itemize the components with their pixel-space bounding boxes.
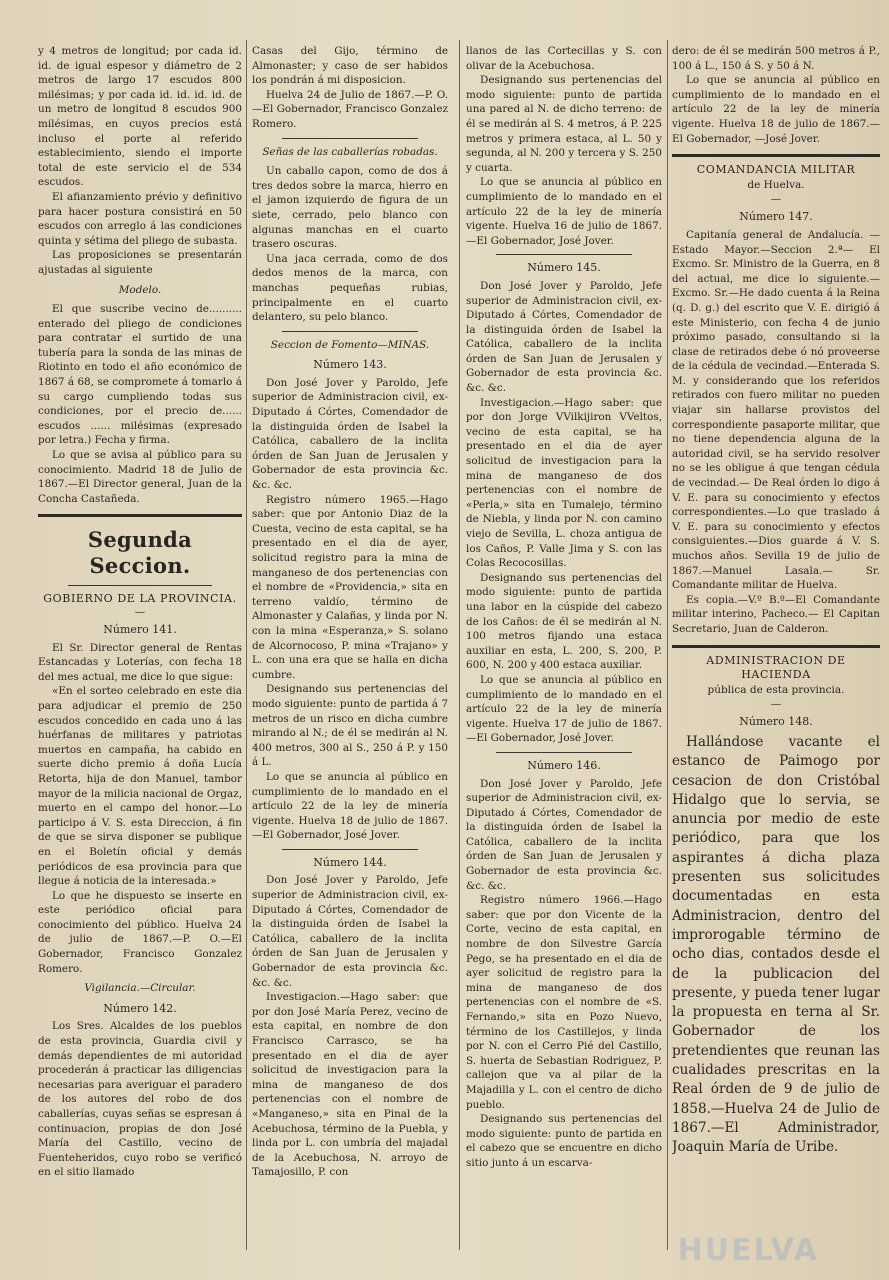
divider — [496, 254, 632, 255]
section-heading: COMANDANCIA MILITAR — [696, 163, 856, 177]
paragraph: Lo que he dispuesto se inserte en este periódico oficial para conocimiento del público. Huelva 24 de julio de 1867.—P. O.—El Gobernador, Francisco Gonzalez Romero. — [38, 889, 242, 975]
divider — [68, 585, 212, 586]
section-subheading: de Huelva. — [747, 178, 805, 191]
paragraph: Designando sus pertenencias del modo siguiente: punto de partida una pared al N. de dicho terreno: de él se medirán al S. 4 metros, á P. 225 metros y primera estaca, al L. 50 y segunda, al N. 200 y tercera y S. 250 y cuarta. — [466, 74, 662, 174]
paragraph: Hallándose vacante el estanco de Paimogo por cesacion de don Cristóbal Hidalgo que lo servia, se anuncia por medio de este periódico, para que los aspirantes á dicha plaza presenten sus solicitudes documentadas en esta Administracion, dentro del improrogable término de ocho dias, contados desde el de la publicacion del presente, y pueda tener lugar la propuesta en terna al Sr. Gobernador de los pretendientes que reunan las cualidades prescritas en la Real órden de 9 de julio de 1858.—Huelva 24 de Julio de 1867.—El Administrador, Joaquin María de Uribe. — [672, 733, 880, 1156]
column-rule — [246, 40, 247, 1250]
section-subtitle: Vigilancia.—Circular. — [84, 982, 196, 995]
paragraph: El que suscribe vecino de.......... enterado del pliego de condiciones para contratar el surtido de una tubería para la sonda de las minas de Riotinto en todo el año económico de 1867 á 68, se compromete á tomarlo á su cargo cumpliendo todas sus condiciones, por el precio de...... escudos ...... milésimas (expresado por letra.) Fecha y firma. — [38, 303, 242, 447]
paragraph: Investigacion.—Hago saber: que por don José María Perez, vecino de esta capital, en nombre de don Francisco Carrasco, se ha presentado en el dia de ayer solicitud de investigacion para la mina de manganeso de dos pertenencias con el nombre de «Manganeso,» sita en Pinal de la Acebuchosa, término de la Puebla, y linda por L. con umbría del majadal de la Acebuchosa, N. arroyo de Tamajosillo, P. con — [252, 991, 448, 1179]
notice-number: Número 142. — [103, 1001, 177, 1015]
paragraph: Registro número 1966.—Hago saber: que por don Vicente de la Corte, vecino de esta capital, en nombre de don Silvestre García Pego, se ha presentado en el dia de ayer solicitud de registro para la mina de manganeso de dos pertenencias con el nombre de «S. Fernando,» sita en Pozo Nuevo, término de los Castillejos, y linda por N. con el Cerro Pié del Castillo, S. huerta de Sebastian Rodriguez, P. callejon que va al pilar de la Majadilla y L. con el centro de dicho pueblo. — [466, 894, 662, 1111]
section-subtitle: Señas de las caballerías robadas. — [262, 145, 438, 158]
paragraph: Una jaca cerrada, como de dos dedos menos de la marca, con manchas pequeñas rubias, principalmente en el cuarto delantero, su pelo blanco. — [252, 252, 448, 324]
paragraph: llanos de las Cortecillas y S. con olivar de la Acebuchosa. — [466, 45, 662, 72]
notice-number: Número 143. — [313, 358, 387, 372]
paragraph: Designando sus pertenencias del modo siguiente: punto de partida una labor en la cúspide del cabezo de los Caños: de él se medirán al N. 100 metros fijando una estaca auxiliar en esta, L. 200, S. 200, P. 600, N. 200 y 400 estaca auxiliar. — [466, 571, 662, 672]
paragraph: El Sr. Director general de Rentas Estancadas y Loterías, con fecha 18 del mes actual, me dice lo que sigue: — [38, 641, 242, 683]
paragraph: Los Sres. Alcaldes de los pueblos de esta provincia, Guardia civil y demás dependientes de mi autoridad procederán á practicar las diligencias necesarias para averiguar el paradero de los autores del robo de dos caballerías, cuyas señas se espresan á continuacion, propias de don José María del Castillo, vecino de Fuenteheridos, cuyo robo se verificó en el sitio llamado — [38, 1020, 242, 1179]
paragraph: Registro número 1965.—Hago saber: que por Antonio Diaz de la Cuesta, vecino de esta capital, se ha presentado en el dia de ayer, solicitud registro para la mina de manganeso de dos pertenencias con el nombre de «Providencia,» sita en terreno valdío, término de Almonaster y Calañas, y linda por N. con la mina «Esperanza,» S. solano de Alcornocoso, P. mina «Trajano» y L. con una era que se halla en dicha cumbre. — [252, 493, 448, 681]
paragraph: Don José Jover y Paroldo, Jefe superior de Administracion civil, ex-Diputado á Córtes, Comendador de la distinguida órden de Isabel la Católica, caballero de la inclita órden de San Juan de Jerusalen y Gobernador de esta provincia &c. &c. &c. — [466, 279, 662, 395]
column-4 — [672, 44, 880, 1260]
divider: — — [770, 193, 782, 206]
paragraph: Es copia.—V.º B.º—El Comandante militar interino, Pacheco.— El Capitan Secretario, Juan de Calderon. — [672, 593, 880, 635]
paragraph: Las proposiciones se presentarán ajustadas al siguiente — [38, 249, 242, 276]
paragraph: Lo que se anuncia al público en cumplimiento de lo mandado en el artículo 22 de la ley de minería vigente. Huelva 16 de julio de 1867.—El Gobernador, José Jover. — [466, 176, 662, 247]
paragraph: Investigacion.—Hago saber: que por don Jorge VVilkijiron VVeltos, vecino de esta capital, se ha presentado en el dia de ayer solicitud de investigacion para la mina de manganeso de dos pertenencias con el nombre de «Perla,» sita en Tumalejo, término de Niebla, y linda por N. con camino viejo de Sevilla, L. choza antigua de los Caños, P. Valle Jima y S. con las Colas Recocosillas. — [466, 396, 662, 570]
section-subtitle: Seccion de Fomento—MINAS. — [270, 338, 430, 351]
section-heading: GOBIERNO DE LA PROVINCIA. — [43, 592, 237, 606]
paragraph: Huelva 24 de Julio de 1867.—P. O.—El Gobernador, Francisco Gonzalez Romero. — [252, 88, 448, 130]
section-divider — [672, 645, 880, 648]
paragraph: El afianzamiento prévio y definitivo para hacer postura consistirá en 50 escudos con arreglo á las condiciones quinta y sétima del pliego de subasta. — [38, 190, 242, 247]
column-rule — [459, 40, 460, 1250]
paragraph: Lo que se anuncia al público en cumplimiento de lo mandado en el artículo 22 de la ley de minería vigente. Huelva 18 de julio de 1867.—El Gobernador, José Jover. — [252, 770, 448, 842]
section-heading: Segunda Seccion. — [87, 527, 193, 579]
paragraph: Casas del Gijo, término de Almonaster; y caso de ser habidos los pondrán á mi disposicion. — [252, 45, 448, 87]
paragraph: Don José Jover y Paroldo, Jefe superior de Administracion civil, ex-Diputado á Córtes, Comendador de la distinguida órden de Isabel la Católica, caballero de la inclita órden de San Juan de Jerusalen y Gobernador de esta provincia &c. &c. &c. — [466, 777, 662, 892]
section-divider — [38, 514, 242, 517]
column-3 — [466, 44, 662, 1260]
paragraph: Designando sus pertenencias del modo siguiente: punto de partida en el cabezo que se encuentre en dicho sitio junto á un escarva- — [466, 1113, 662, 1169]
paragraph: Designando sus pertenencias del modo siguiente: punto de partida á 7 metros de un risco en dicha cumbre mirando al N.; de él se medirán al N. 400 metros, 300 al S., 250 á P. y 150 á L. — [252, 683, 448, 769]
divider: — — [770, 698, 782, 711]
divider — [282, 849, 418, 850]
column-2 — [252, 44, 448, 1260]
column-1 — [38, 44, 242, 1260]
section-heading: ADMINISTRACION DE HACIENDA — [706, 653, 846, 682]
section-subtitle: Modelo. — [118, 283, 162, 296]
paragraph: Don José Jover y Paroldo, Jefe superior de Administracion civil, ex-Diputado á Córtes, Comendador de la distinguida órden de Isabel la Católica, caballero de la inclita órden de San Juan de Jerusalen y Gobernador de esta provincia &c. &c. &c. — [252, 874, 448, 989]
paragraph: Capitanía general de Andalucía. —Estado Mayor.—Seccion 2.ª— El Excmo. Sr. Ministro de la Guerra, en 8 del actual, me dice lo siguiente.—Excmo. Sr.—He dado cuenta á la Reina (q. D. g.) del escrito que V. E. dirigió á este Ministerio, con fecha 4 de junio próximo pasado, consultando si la clase de retirados debe ó nó proveerse de la cédula de vecindad.—Enterada S. M. y considerando que los referidos retirados con fuero militar no pueden viajar sin hallarse provistos del correspondiente pasaporte militar, que no tiene dependencia alguna de la autoridad civil, se ha servido resolver no se les obligue á que tengan cédula de vecindad.— De Real órden lo digo á V. E. para su conocimiento y efectos correspondientes.—Lo que traslado á V. E. para su conocimiento y efectos consiguientes.—Dios guarde á V. S. muchos años. Sevilla 19 de julio de 1867.—Manuel Lasala.— Sr. Comandante militar de Huelva. — [672, 228, 880, 592]
paragraph: dero: de él se medirán 500 metros á P., 100 á L., 150 á S. y 50 á N. — [672, 45, 880, 72]
paragraph: Don José Jover y Paroldo, Jefe superior de Administracion civil, ex-Diputado á Córtes, Comendador de la distinguida órden de Isabel la Católica, caballero de la inclita órden de San Juan de Jerusalen y Gobernador de esta provincia &c. &c. &c. — [252, 376, 448, 492]
divider: — — [134, 606, 146, 618]
paragraph: Lo que se anuncia al público en cumplimiento de lo mandado en el artículo 22 de la ley de minería vigente. Huelva 18 de julio de 1867.—El Gobernador, —José Jover. — [672, 74, 880, 145]
notice-number: Número 146. — [527, 758, 601, 772]
column-rule — [667, 40, 668, 1250]
section-subheading: pública de esta provincia. — [707, 683, 845, 696]
paragraph: Lo que se anuncia al público en cumplimiento de lo mandado en el artículo 22 de la ley de minería vigente. Huelva 17 de julio de 1867.—El Gobernador, José Jover. — [466, 673, 662, 745]
divider — [496, 752, 632, 753]
notice-number: Número 147. — [739, 210, 813, 224]
notice-number: Número 144. — [313, 855, 387, 869]
watermark-stamp: HUELVA — [677, 1233, 819, 1268]
section-divider — [672, 154, 880, 157]
divider — [282, 138, 418, 139]
divider — [282, 331, 418, 332]
paragraph: Un caballo capon, como de dos á tres dedos sobre la marca, hierro en el jamon izquierdo de figura de un siete, cerrado, pelo blanco con algunas manchas en el cuarto trasero oscuras. — [252, 165, 448, 251]
paragraph: y 4 metros de longitud; por cada id. id. de igual espesor y diámetro de 2 metros de largo 17 escudos 800 milésimas; y por cada id. id. id. id. de un metro de longitud 8 escudos 900 milésimas, en cuyos precios está incluso el porte al referido establecimiento, siendo el importe total de este servicio el de 534 escudos. — [38, 45, 242, 189]
paragraph: «En el sorteo celebrado en este dia para adjudicar el premio de 250 escudos concedido en cada uno á las huérfanas de militares y patriotas muertos en campaña, ha cabido en suerte dicho premio á doña Lucía Retorta, hija de don Manuel, tambor mayor de la milicia nacional de Orgaz, muerto en el campo del honor.—Lo participo á V. S. esta Direccion, á fin de que se sirva disponer se publique en el Boletín oficial y demás periódicos de esa provincia para que llegue á noticia de la interesada.» — [38, 685, 242, 888]
paragraph: Lo que se avisa al público para su conocimiento. Madrid 18 de Julio de 1867.—El Director general, Juan de la Concha Castañeda. — [38, 449, 242, 505]
notice-number: Número 145. — [527, 261, 601, 275]
notice-number: Número 148. — [739, 715, 813, 729]
notice-number: Número 141. — [103, 623, 177, 636]
